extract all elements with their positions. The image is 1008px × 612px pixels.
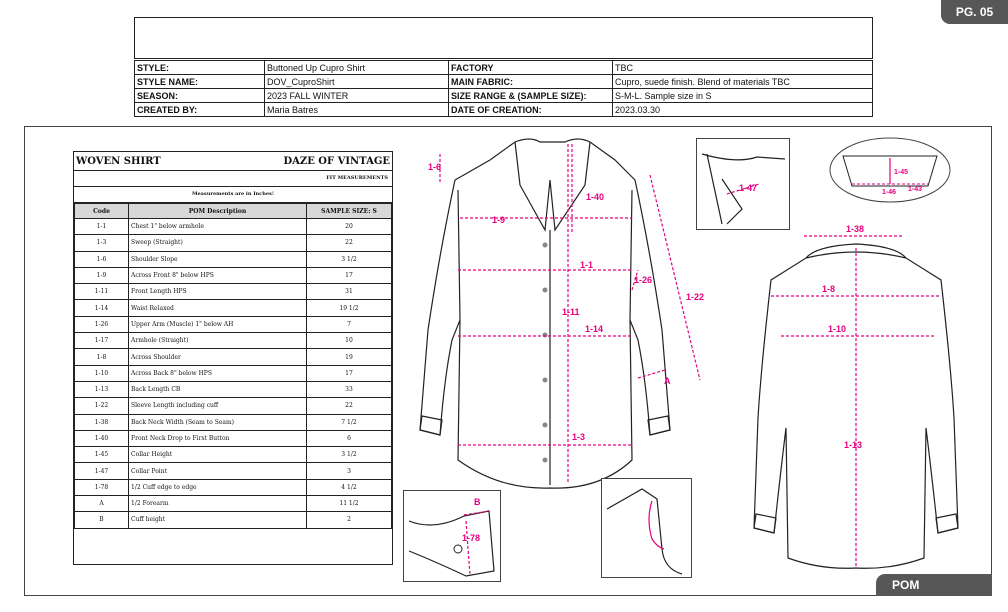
measure-label: 1-9 <box>492 215 506 225</box>
info-value: 2023 FALL WINTER <box>265 89 449 103</box>
measure-label: 1-22 <box>686 292 705 302</box>
table-row <box>75 496 392 512</box>
pom-cell-code: 1-40 <box>75 430 129 446</box>
pom-cell-val: 22 <box>307 235 392 251</box>
measure-label: 1-38 <box>846 224 865 234</box>
info-value: DOV_CuproShirt <box>265 75 449 89</box>
pom-cell-code: 1-14 <box>75 300 129 316</box>
pom-cell-desc: Armhole (Straight) <box>129 333 307 349</box>
pom-cell-code: 1-78 <box>75 479 129 495</box>
pom-cell-val: 7 <box>307 316 392 332</box>
pom-cell-desc: Sweep (Straight) <box>129 235 307 251</box>
info-value: Cupro, suede finish. Blend of materials TBC <box>613 75 873 89</box>
table-row <box>75 219 392 235</box>
pom-table <box>74 203 392 529</box>
table-row <box>75 414 392 430</box>
pom-cell-code: 1-26 <box>75 316 129 332</box>
collar-detail-drawing <box>697 139 789 229</box>
pom-cell-code: 1-13 <box>75 381 129 397</box>
pom-cell-code: 1-3 <box>75 235 129 251</box>
measure-label: 1-10 <box>828 324 847 334</box>
column-header: POM Description <box>129 204 307 219</box>
style-info-table <box>134 60 873 117</box>
pom-cell-val: 10 <box>307 333 392 349</box>
spec-table-panel <box>73 151 393 565</box>
pom-cell-desc: Collar Point <box>129 463 307 479</box>
front-shirt-outline <box>420 139 670 488</box>
info-value: 2023.03.30 <box>613 103 873 117</box>
column-header: SAMPLE SIZE: S <box>307 204 392 219</box>
pom-table-body <box>75 219 392 529</box>
measure-label: 1-47 <box>739 183 758 193</box>
measure-label: 1-40 <box>586 192 605 202</box>
table-row <box>75 512 392 528</box>
back-measure-lines <box>771 236 941 566</box>
table-row <box>75 479 392 495</box>
back-shirt-flat <box>726 218 966 576</box>
measure-label: 1-43 <box>908 186 923 193</box>
measure-label: B <box>474 497 481 507</box>
pom-cell-val: 19 <box>307 349 392 365</box>
cuff-detail-drawing <box>404 491 500 581</box>
page-number-tag: PG. 05 <box>941 0 1008 24</box>
table-row <box>75 398 392 414</box>
pom-cell-val: 6 <box>307 430 392 446</box>
pom-cell-code: 1-17 <box>75 333 129 349</box>
pom-cell-desc: Front Length HPS <box>129 284 307 300</box>
pom-cell-code: 1-47 <box>75 463 129 479</box>
table-row <box>75 463 392 479</box>
table-row <box>75 381 392 397</box>
pom-cell-desc: Across Front 8" below HPS <box>129 267 307 283</box>
info-key: DATE OF CREATION: <box>449 103 613 117</box>
table-row <box>75 284 392 300</box>
info-value: Maria Batres <box>265 103 449 117</box>
armhole-detail-box <box>601 478 692 578</box>
table-row <box>75 267 392 283</box>
armhole-detail-drawing <box>602 479 691 577</box>
measure-label: 1-3 <box>572 432 586 442</box>
pom-cell-val: 19 1/2 <box>307 300 392 316</box>
cuff-detail-box <box>403 490 501 582</box>
measure-label: 1-11 <box>562 307 580 317</box>
pom-cell-desc: 1/2 Cuff edge to edge <box>129 479 307 495</box>
info-row <box>135 75 873 89</box>
measure-label: 1-14 <box>585 324 604 334</box>
front-shirt-flat <box>400 130 705 500</box>
spec-title-left: WOVEN SHIRT <box>76 155 161 167</box>
measure-label: 1-46 <box>882 189 897 196</box>
pom-cell-val: 2 <box>307 512 392 528</box>
pom-cell-desc: Cuff height <box>129 512 307 528</box>
info-value: S-M-L. Sample size in S <box>613 89 873 103</box>
info-key: CREATED BY: <box>135 103 265 117</box>
pom-cell-desc: Across Shoulder <box>129 349 307 365</box>
collar-oval-detail <box>828 136 952 204</box>
info-row <box>135 103 873 117</box>
pom-cell-desc: Across Back 8" below HPS <box>129 365 307 381</box>
measure-label: 1-8 <box>822 284 836 294</box>
pom-cell-desc: Upper Arm (Muscle) 1" below AH <box>129 316 307 332</box>
spec-subtitle: FIT MEASUREMENTS <box>74 171 392 187</box>
pom-cell-val: 17 <box>307 267 392 283</box>
pom-cell-code: 1-6 <box>75 251 129 267</box>
pom-cell-code: 1-11 <box>75 284 129 300</box>
pom-cell-desc: Shoulder Slope <box>129 251 307 267</box>
info-key: FACTORY <box>449 61 613 75</box>
info-key: SEASON: <box>135 89 265 103</box>
measure-label: 1-6 <box>428 162 442 172</box>
pom-cell-val: 4 1/2 <box>307 479 392 495</box>
pom-tag: POM <box>876 574 992 596</box>
pom-cell-desc: Front Neck Drop to First Button <box>129 430 307 446</box>
spec-title-bar <box>74 152 392 171</box>
table-row <box>75 349 392 365</box>
pom-cell-desc: Back Length CB <box>129 381 307 397</box>
pom-cell-val: 3 1/2 <box>307 447 392 463</box>
info-key: STYLE NAME: <box>135 75 265 89</box>
info-row <box>135 61 873 75</box>
pom-cell-code: 1-8 <box>75 349 129 365</box>
measure-label: 1-26 <box>634 275 653 285</box>
spec-title-right: DAZE OF VINTAGE <box>283 155 390 167</box>
pom-header-row <box>75 204 392 219</box>
header-blank-box <box>134 17 873 59</box>
column-header: Code <box>75 204 129 219</box>
pom-cell-desc: Sleeve Length including cuff <box>129 398 307 414</box>
info-key: SIZE RANGE & (SAMPLE SIZE): <box>449 89 613 103</box>
info-key: MAIN FABRIC: <box>449 75 613 89</box>
measure-label: 1-78 <box>462 533 481 543</box>
table-row <box>75 235 392 251</box>
pom-cell-val: 31 <box>307 284 392 300</box>
collar-detail-box <box>696 138 790 230</box>
info-key: STYLE: <box>135 61 265 75</box>
front-buttons <box>543 243 548 463</box>
table-row <box>75 300 392 316</box>
pom-cell-val: 3 1/2 <box>307 251 392 267</box>
pom-cell-val: 7 1/2 <box>307 414 392 430</box>
table-row <box>75 430 392 446</box>
pom-cell-val: 22 <box>307 398 392 414</box>
pom-cell-val: 20 <box>307 219 392 235</box>
pom-cell-code: 1-38 <box>75 414 129 430</box>
info-value: Buttoned Up Cupro Shirt <box>265 61 449 75</box>
pom-cell-code: 1-9 <box>75 267 129 283</box>
spec-note: Measurements are in Inches! <box>74 187 392 203</box>
table-row <box>75 365 392 381</box>
pom-cell-desc: Collar Height <box>129 447 307 463</box>
pom-cell-val: 11 1/2 <box>307 496 392 512</box>
table-row <box>75 251 392 267</box>
pom-cell-code: 1-45 <box>75 447 129 463</box>
pom-cell-code: B <box>75 512 129 528</box>
pom-cell-code: 1-22 <box>75 398 129 414</box>
pom-cell-val: 3 <box>307 463 392 479</box>
measure-label: A <box>664 376 671 386</box>
pom-cell-code: A <box>75 496 129 512</box>
table-row <box>75 447 392 463</box>
pom-cell-desc: Back Neck Width (Seam to Seam) <box>129 414 307 430</box>
pom-cell-desc: Chest 1" below armhole <box>129 219 307 235</box>
pom-cell-val: 17 <box>307 365 392 381</box>
table-row <box>75 316 392 332</box>
measure-label: 1-1 <box>580 260 594 270</box>
table-row <box>75 333 392 349</box>
measure-label: 1-13 <box>844 440 863 450</box>
pom-cell-code: 1-1 <box>75 219 129 235</box>
pom-cell-code: 1-10 <box>75 365 129 381</box>
pom-cell-val: 33 <box>307 381 392 397</box>
pom-cell-desc: 1/2 Forearm <box>129 496 307 512</box>
measure-label: 1-45 <box>894 169 909 176</box>
info-row <box>135 89 873 103</box>
pom-cell-desc: Waist Relaxed <box>129 300 307 316</box>
info-value: TBC <box>613 61 873 75</box>
